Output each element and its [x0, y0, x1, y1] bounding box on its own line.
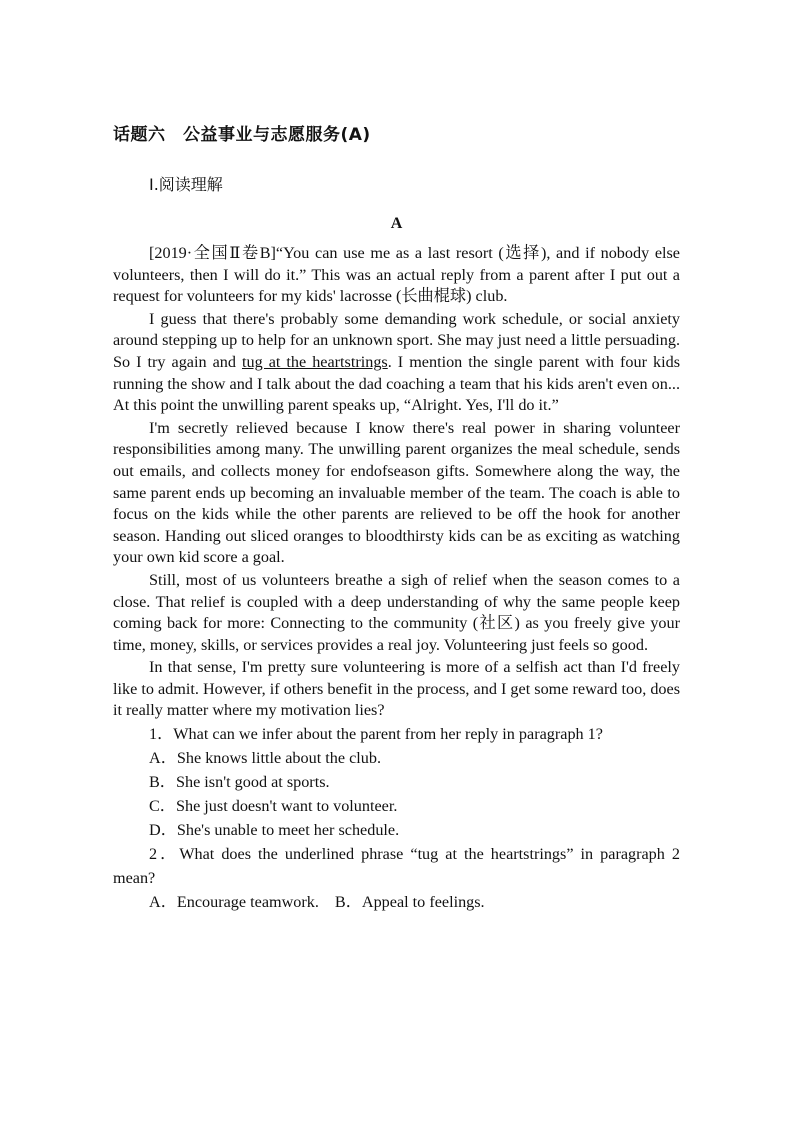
question-1-stem: 1．What can we infer about the parent from her reply in paragraph 1?	[149, 725, 603, 744]
paragraph-2-text-start: I guess that there's probably some demanding work schedule, or social anxiety around stepping up to help for an unknown sport. She may just need a little persuading. So I try again and	[113, 309, 680, 371]
paragraph-2-text-end: . I mention the single parent with four kids running the show and I talk about the dad coaching a team that his kids aren't even on... At this point the unwilling parent speaks up, “Alright. Yes, I'll do it.”	[113, 352, 680, 415]
page-title: 话题六 公益事业与志愿服务(A)	[113, 125, 371, 145]
paragraph-4: Still, most of us volunteers breathe a sigh of relief when the season comes to a close. That relief is coupled with a deep understanding of why the same people keep coming back for more: Connecting to the community (社区) as you freely give your time, money, skills, or services provides a real joy. Volunteering just feels so good.	[113, 570, 680, 654]
question-1-option-c: C．She just doesn't want to volunteer.	[149, 797, 398, 816]
underlined-phrase: tug at the heartstrings	[242, 352, 388, 371]
section-heading: Ⅰ.阅读理解	[149, 175, 223, 194]
question-1-option-a: A．She knows little about the club.	[149, 749, 381, 768]
paragraph-3: I'm secretly relieved because I know there's real power in sharing volunteer responsibilities among many. The unwilling parent organizes the meal schedule, sends out emails, and collects money for endofseason gifts. Somewhere along the way, the same parent ends up becoming an invaluable member of the team. The coach is able to focus on the kids while the other parents are relieved to be off the hook for another season. Handing out sliced oranges to bloodthirsty kids can be as exciting as watching your own kid score a goal.	[113, 418, 680, 567]
question-2-option-b: B．Appeal to feelings.	[334, 893, 485, 912]
document-page	[113, 120, 680, 914]
question-2-options-row	[113, 890, 680, 914]
question-2-stem: 2．What does the underlined phrase “tug at the heartstrings” in paragraph 2 mean?	[113, 845, 680, 888]
question-1-option-b: B．She isn't good at sports.	[149, 773, 330, 792]
paragraph-2	[113, 309, 680, 417]
question-2-option-a: A．Encourage teamwork.	[149, 893, 319, 912]
question-1-option-d: D．She's unable to meet her schedule.	[149, 821, 400, 840]
paragraph-1: [2019·全国Ⅱ卷B]“You can use me as a last resort (选择), and if nobody else volunteers, then I will do it.” This was an actual reply from a parent after I put out a request for volunteers for my kids' lacrosse (长曲棍球) club.	[113, 244, 680, 306]
passage-letter: A	[390, 215, 403, 232]
paragraph-5: In that sense, I'm pretty sure volunteering is more of a selfish act than I'd freely like to admit. However, if others benefit in the process, and I get some reward too, does it really matter where my motivation lies?	[113, 658, 680, 720]
